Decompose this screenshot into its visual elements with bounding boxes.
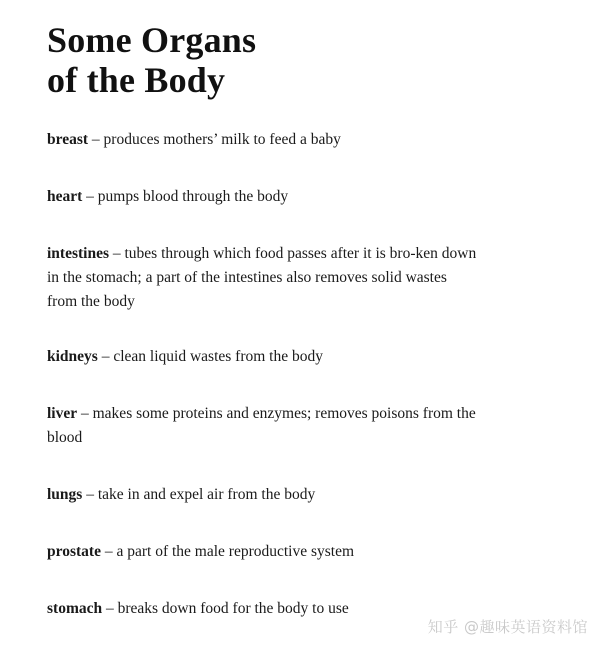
entry-definition: – produces mothers’ milk to feed a baby bbox=[88, 131, 341, 148]
entry-definition: – pumps blood through the body bbox=[82, 188, 289, 205]
entry-intestines bbox=[47, 242, 477, 314]
entry-term: stomach bbox=[47, 600, 103, 617]
entry-breast bbox=[47, 128, 477, 152]
watermark: 知乎 @趣味英语资料馆 bbox=[427, 618, 588, 636]
page-title bbox=[47, 20, 256, 100]
entry-stomach bbox=[47, 597, 477, 621]
entry-definition: – take in and expel air from the body bbox=[82, 486, 316, 503]
entry-term: lungs bbox=[47, 486, 83, 503]
entry-definition: – breaks down food for the body to use bbox=[102, 600, 349, 617]
title-line-2: of the Body bbox=[47, 60, 226, 100]
entry-definition: – a part of the male reproductive system bbox=[100, 543, 355, 560]
entry-kidneys bbox=[47, 345, 477, 369]
entry-prostate bbox=[47, 540, 477, 564]
title-line-1: Some Organs bbox=[47, 20, 257, 60]
entry-lungs bbox=[47, 483, 477, 507]
entry-term: kidneys bbox=[47, 348, 98, 365]
entry-definition: – makes some proteins and enzymes; removes poisons from the blood bbox=[47, 405, 476, 446]
entry-term: heart bbox=[47, 188, 83, 205]
entry-liver bbox=[47, 402, 477, 450]
entry-definition: – tubes through which food passes after it is bro-ken down in the stomach; a part of the intestines also removes solid wastes from the body bbox=[47, 245, 477, 310]
entry-term: breast bbox=[47, 131, 89, 148]
entry-term: intestines bbox=[47, 245, 109, 262]
entry-term: liver bbox=[47, 405, 78, 422]
entry-heart bbox=[47, 185, 477, 209]
entry-definition: – clean liquid wastes from the body bbox=[97, 348, 323, 365]
entry-term: prostate bbox=[47, 543, 101, 560]
